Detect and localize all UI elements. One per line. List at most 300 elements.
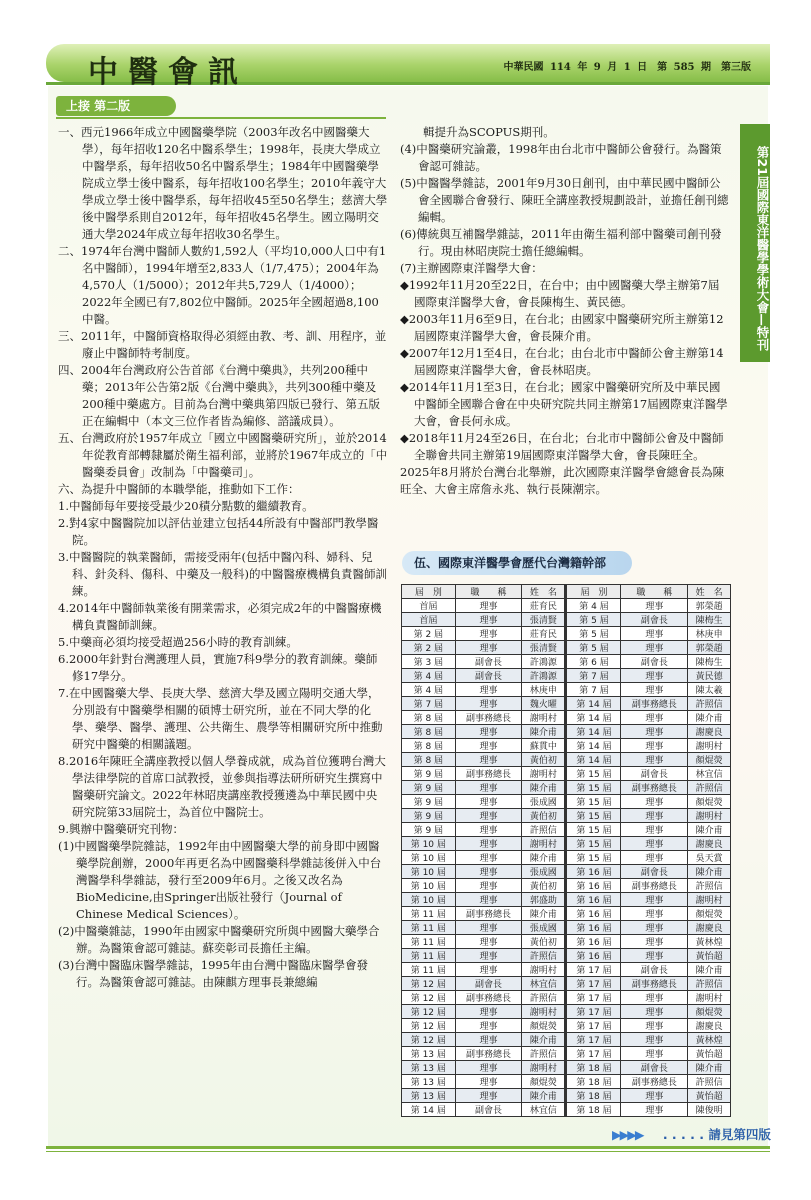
table-row (402, 977, 731, 991)
table-row (402, 837, 731, 851)
table-cell: 陳介甫 (688, 823, 731, 837)
paragraph: 7.在中國醫藥大學、長庚大學、慈濟大學及國立陽明交通大學，分別設有中醫藥學相關的碩博士研究所，並在不同大學的化學、藥學、醫學、護理、公共衛生、農學等相關研究所中推動研究中醫藥的相關議題。 (58, 686, 383, 751)
table-cell: 副會長 (455, 1103, 522, 1117)
paragraph: ◆2007年12月1至4日，在台北；由台北市中醫師公會主辦第14屆國際東洋醫學大會，會長林昭庚。 (400, 346, 724, 377)
table-cell: 第 10 屆 (402, 851, 456, 865)
table-cell: 謝慶良 (688, 1019, 731, 1033)
table-cell: 副會長 (621, 613, 688, 627)
table-cell: 理事 (621, 795, 688, 809)
left-column (58, 124, 388, 991)
table-cell: 許照信 (522, 949, 566, 963)
table-cell: 顏焜熒 (688, 907, 731, 921)
table-cell: 理事 (455, 935, 522, 949)
table-cell: 理事 (621, 711, 688, 725)
table-row (402, 1033, 731, 1047)
table-cell: 副事務總長 (621, 977, 688, 991)
table-cell: 許照信 (522, 991, 566, 1005)
table-cell: 理事 (455, 613, 522, 627)
table-cell: 副會長 (621, 767, 688, 781)
table-cell: 陳介甫 (522, 1033, 566, 1047)
table-cell: 理事 (621, 921, 688, 935)
table-cell: 陳介甫 (688, 865, 731, 879)
table-cell: 顏焜熒 (688, 1005, 731, 1019)
table-header-cell: 姓 名 (522, 585, 566, 599)
table-row (402, 613, 731, 627)
table-cell: 謝明村 (688, 809, 731, 823)
table-row (402, 921, 731, 935)
table-cell: 黃伯初 (522, 879, 566, 893)
table-cell: 顏焜熒 (688, 753, 731, 767)
table-cell: 謝慶良 (688, 921, 731, 935)
table-cell: 第 17 屆 (566, 963, 621, 977)
table-cell: 謝明村 (522, 711, 566, 725)
table-cell: 莊育民 (522, 627, 566, 641)
table-cell: 理事 (621, 1005, 688, 1019)
paragraph: 2025年8月將於台灣台北舉辦，此次國際東洋醫學會總會長為陳旺全、大會主席詹永兆、執行長陳潮宗。 (400, 465, 725, 496)
table-row (402, 1089, 731, 1103)
continued-from-rule (56, 117, 386, 119)
table-cell: 陳梅生 (688, 613, 731, 627)
table-cell: 第 17 屆 (566, 1047, 621, 1061)
table-cell: 理事 (621, 949, 688, 963)
table-cell: 謝明村 (688, 739, 731, 753)
table-cell: 魏火曜 (522, 697, 566, 711)
paragraph: 六、為提升中醫師的本職學能，推動如下工作： (58, 482, 300, 496)
table-cell: 理事 (621, 809, 688, 823)
table-cell: 理事 (455, 851, 522, 865)
table-cell: 理事 (621, 1089, 688, 1103)
table-cell: 第 7 屆 (402, 697, 456, 711)
table-row (402, 949, 731, 963)
table-cell: 理事 (621, 683, 688, 697)
table-cell: 第 5 屆 (566, 641, 621, 655)
table-cell: 陳太羲 (688, 683, 731, 697)
paragraph: (4)中醫藥研究論叢，1998年由台北市中醫師公會發行。為醫策會認可雜誌。 (400, 142, 722, 173)
table-cell: 謝慶良 (688, 725, 731, 739)
paragraph: (5)中醫醫學雜誌，2001年9月30日創刊，由中華民國中醫師公會全國聯合會發行、陳旺全講座教授規劃設計，並擔任創刊總編輯。 (400, 176, 729, 224)
table-cell: 理事 (455, 599, 522, 613)
table-cell: 理事 (455, 1061, 522, 1075)
table-cell: 許照信 (688, 697, 731, 711)
table-cell: 首屆 (402, 613, 456, 627)
table-row (402, 739, 731, 753)
paragraph: 一、西元1966年成立中國醫藥學院（2003年改名中國醫藥大學），每年招收120名中醫系學生；1998年，長庚大學成立中醫學系，每年招收50名中醫系學生；1984年中國醫藥學院成立學士後中醫系，每年招收100名學生；2010年義守大學成立學士後中醫學系，每年招收45至50名學生；慈濟大學後中醫學系則自2012年，每年招收45名學生。國立陽明交通大學2024年成立每年招收30名學生。 (58, 125, 388, 241)
table-header-row (402, 585, 731, 599)
table-cell: 謝明村 (522, 963, 566, 977)
paragraph: (2)中醫藥雜誌，1990年由國家中醫藥研究所與中國醫大藥學合辦。為醫策會認可雜誌。蘇奕彰司長擔任主編。 (58, 924, 380, 955)
table-cell: 謝明村 (522, 837, 566, 851)
table-header-cell: 職 稱 (621, 585, 688, 599)
table-cell: 理事 (455, 1005, 522, 1019)
table-cell: 黃怡超 (688, 949, 731, 963)
table-cell: 副會長 (455, 669, 522, 683)
table-cell: 陳俊明 (688, 1103, 731, 1117)
table-cell: 陳介甫 (522, 781, 566, 795)
table-cell: 理事 (455, 641, 522, 655)
table-cell: 理事 (455, 865, 522, 879)
table-row (402, 767, 731, 781)
table-cell: 理事 (621, 753, 688, 767)
table-cell: 副會長 (621, 865, 688, 879)
table-cell: 第 2 屆 (402, 627, 456, 641)
table-cell: 陳介甫 (522, 907, 566, 921)
table-cell: 第 12 屆 (402, 1019, 456, 1033)
continued-to-label: 請見第四版 (708, 1127, 771, 1142)
table-cell: 第 17 屆 (566, 1005, 621, 1019)
table-cell: 理事 (455, 1075, 522, 1089)
table-row (402, 809, 731, 823)
table-header-cell: 職 稱 (455, 585, 522, 599)
table-cell: 理事 (455, 879, 522, 893)
table-cell: 第 16 屆 (566, 907, 621, 921)
table-row (402, 1075, 731, 1089)
paragraph: 四、2004年台灣政府公告首部《台灣中藥典》，共列200種中藥；2013年公告第2版《台灣中藥典》，共列300種中藥及200種中藥處方。目前為台灣中藥典第四版已發行、第五版正在編輯中（本文三位作者皆為編修、諮議成員）。 (58, 363, 380, 428)
table-cell: 理事 (455, 781, 522, 795)
table-cell: 第 2 屆 (402, 641, 456, 655)
table-row (402, 865, 731, 879)
table-cell: 林宜信 (522, 1103, 566, 1117)
table-cell: 理事 (455, 739, 522, 753)
table-cell: 第 8 屆 (402, 711, 456, 725)
table-cell: 許照信 (688, 879, 731, 893)
table-cell: 第 15 屆 (566, 809, 621, 823)
table-cell: 理事 (621, 893, 688, 907)
table-row (402, 963, 731, 977)
table-row (402, 725, 731, 739)
table-cell: 黃怡超 (688, 1089, 731, 1103)
paragraph: 二、1974年台灣中醫師人數約1,592人（平均10,000人口中有1名中醫師），1994年增至2,833人（1/7,475）；2004年為4,570人（1/5000）；2012年共5,729人（1/4000）；2022年全國已有7,802位中醫師。2025年全國超過8,100中醫。 (58, 244, 387, 326)
table-cell: 張清賢 (522, 641, 566, 655)
paragraph: 輯提升為SCOPUS期刊。 (400, 125, 555, 139)
table-cell: 理事 (621, 627, 688, 641)
table-cell: 副事務總長 (621, 1075, 688, 1089)
table-cell: 吳天賞 (688, 851, 731, 865)
table-row (402, 935, 731, 949)
table-cell: 顏焜熒 (688, 795, 731, 809)
table-cell: 理事 (621, 1033, 688, 1047)
table-cell: 副會長 (621, 1061, 688, 1075)
table-cell: 第 12 屆 (402, 977, 456, 991)
table-cell: 理事 (621, 1019, 688, 1033)
table-cell: 謝明村 (522, 1005, 566, 1019)
table-cell: 張成國 (522, 865, 566, 879)
table-cell: 副事務總長 (455, 1047, 522, 1061)
table-row (402, 893, 731, 907)
table-cell: 第 7 屆 (566, 683, 621, 697)
table-row (402, 599, 731, 613)
table-cell: 陳介甫 (688, 711, 731, 725)
table-cell: 第 11 屆 (402, 949, 456, 963)
table-cell: 許照信 (688, 781, 731, 795)
table-cell: 第 4 屆 (402, 669, 456, 683)
paragraph: (3)台灣中醫臨床醫學雜誌，1995年由台灣中醫臨床醫學會發行。為醫策會認可雜誌。由陳麒方理事長兼總編 (58, 958, 369, 989)
table-cell: 理事 (455, 893, 522, 907)
paragraph: 9.興辦中醫藥研究刊物： (58, 822, 184, 836)
table-cell: 第 4 屆 (566, 599, 621, 613)
table-cell: 第 14 屆 (566, 711, 621, 725)
table-cell: 林宜信 (522, 977, 566, 991)
table-row (402, 669, 731, 683)
table-cell: 謝明村 (522, 767, 566, 781)
table-cell: 第 15 屆 (566, 851, 621, 865)
table-row (402, 1103, 731, 1117)
table-cell: 第 17 屆 (566, 991, 621, 1005)
table-row (402, 1061, 731, 1075)
arrow-icons: ▶▶▶▶ (612, 1127, 643, 1142)
table-cell: 第 17 屆 (566, 1033, 621, 1047)
table-cell: 黃伯初 (522, 753, 566, 767)
table-cell: 理事 (621, 991, 688, 1005)
table-cell: 第 18 屆 (566, 1103, 621, 1117)
table-cell: 陳介甫 (688, 963, 731, 977)
table-cell: 副事務總長 (621, 781, 688, 795)
table-row (402, 627, 731, 641)
table-cell: 陳梅生 (688, 655, 731, 669)
special-issue-tab: 第21屆國際東洋醫學學術大會—特刊 (740, 124, 770, 362)
table-row (402, 907, 731, 921)
table-cell: 第 10 屆 (402, 879, 456, 893)
table-cell: 第 11 屆 (402, 963, 456, 977)
table-row (402, 879, 731, 893)
table-cell: 張成國 (522, 795, 566, 809)
table-cell: 理事 (455, 795, 522, 809)
table-cell: 許照信 (688, 1075, 731, 1089)
paragraph: 6.2000年針對台灣護理人員，實施7科9學分的教育訓練。藥師修17學分。 (58, 652, 378, 683)
table-cell: 第 8 屆 (402, 739, 456, 753)
table-cell: 理事 (621, 935, 688, 949)
table-cell: 郭榮趙 (688, 641, 731, 655)
table-row (402, 1019, 731, 1033)
table-cell: 第 4 屆 (402, 683, 456, 697)
table-cell: 理事 (621, 907, 688, 921)
table-cell: 第 16 屆 (566, 879, 621, 893)
continued-to-link[interactable] (612, 1125, 771, 1143)
paragraph: 五、台灣政府於1957年成立「國立中國醫藥研究所」，並於2014年從教育部轉隸屬於衛生福利部，並將於1967年成立的「中醫藥委員會」改制為「中醫藥司」。 (58, 431, 388, 479)
table-cell: 理事 (455, 963, 522, 977)
table-cell: 蘇貫中 (522, 739, 566, 753)
table-cell: 第 11 屆 (402, 921, 456, 935)
issue-info: 中華民國 114 年 9 月 1 日 第 585 期 第三版 (503, 62, 751, 73)
paragraph: (1)中國醫藥學院雜誌，1992年由中國醫藥大學的前身即中國醫藥學院創辦，2000年再更名為中國醫藥科學雜誌後併入中台灣醫學科學雜誌，發行至2009年6月。之後又改名為BioMedicine,由Springer出版社發行（Journal of Chinese Medical Sciences）。 (58, 839, 382, 921)
table-cell: 副事務總長 (621, 697, 688, 711)
table-cell: 第 12 屆 (402, 991, 456, 1005)
table-cell: 許鴻源 (522, 669, 566, 683)
paragraph: 三、2011年，中醫師資格取得必須經由教、考、訓、用程序，並廢止中醫師特考制度。 (58, 329, 387, 360)
table-cell: 第 17 屆 (566, 1019, 621, 1033)
table-cell: 理事 (455, 921, 522, 935)
paragraph: 5.中藥商必須均接受超過256小時的教育訓練。 (58, 635, 298, 649)
footer-rule (46, 1146, 770, 1149)
table-cell: 莊育民 (522, 599, 566, 613)
table-cell: 林庚申 (522, 683, 566, 697)
table-cell: 許鴻源 (522, 655, 566, 669)
table-cell: 理事 (621, 837, 688, 851)
table-cell: 理事 (455, 1033, 522, 1047)
paragraph: (6)傳統與互補醫學雜誌，2011年由衛生福利部中醫藥司創刊發行。現由林昭庚院士擔任總編輯。 (400, 227, 722, 258)
table-cell: 理事 (621, 1103, 688, 1117)
section-heading-text: 伍、國際東洋醫學會歷代台灣籍幹部 (414, 556, 607, 570)
table-cell: 第 14 屆 (566, 697, 621, 711)
paragraph: 2.對4家中醫醫院加以評估並建立包括44所設有中醫部門教學醫院。 (58, 516, 379, 547)
table-cell: 第 3 屆 (402, 655, 456, 669)
table-row (402, 795, 731, 809)
table-cell: 副會長 (455, 977, 522, 991)
table-row (402, 1047, 731, 1061)
table-cell: 理事 (455, 1089, 522, 1103)
table-cell: 第 18 屆 (566, 1089, 621, 1103)
officers-table (401, 584, 731, 1117)
table-cell: 許照信 (522, 823, 566, 837)
continued-dots: . . . . . (662, 1127, 704, 1142)
table-cell: 陳介甫 (688, 1061, 731, 1075)
table-cell: 理事 (621, 851, 688, 865)
table-cell: 理事 (621, 641, 688, 655)
table-cell: 第 16 屆 (566, 893, 621, 907)
table-cell: 第 13 屆 (402, 1061, 456, 1075)
table-cell: 第 13 屆 (402, 1089, 456, 1103)
table-cell: 謝慶良 (688, 837, 731, 851)
table-cell: 理事 (455, 823, 522, 837)
table-cell: 第 5 屆 (566, 627, 621, 641)
paragraph: (7)主辦國際東洋醫學大會： (400, 261, 543, 275)
table-cell: 第 7 屆 (566, 669, 621, 683)
table-cell: 副會長 (621, 655, 688, 669)
table-cell: 第 15 屆 (566, 837, 621, 851)
table-cell: 黃林煌 (688, 1033, 731, 1047)
table-cell: 黃民德 (688, 669, 731, 683)
table-cell: 黃伯初 (522, 935, 566, 949)
table-cell: 郭榮趙 (688, 599, 731, 613)
table-cell: 郭盛助 (522, 893, 566, 907)
table-header-cell: 姓 名 (688, 585, 731, 599)
table-cell: 張清賢 (522, 613, 566, 627)
table-cell: 第 11 屆 (402, 907, 456, 921)
table-cell: 副事務總長 (455, 767, 522, 781)
table-cell: 副事務總長 (455, 907, 522, 921)
table-cell: 理事 (455, 837, 522, 851)
table-cell: 第 15 屆 (566, 767, 621, 781)
table-cell: 第 14 屆 (566, 725, 621, 739)
table-cell: 第 5 屆 (566, 613, 621, 627)
table-cell: 陳介甫 (522, 1089, 566, 1103)
paragraph: ◆2003年11月6至9日，在台北；由國家中醫藥研究所主辦第12屆國際東洋醫學大會，會長陳介甫。 (400, 312, 724, 343)
table-cell: 林庚申 (688, 627, 731, 641)
table-cell: 第 14 屆 (402, 1103, 456, 1117)
table-cell: 副事務總長 (455, 711, 522, 725)
table-cell: 第 18 屆 (566, 1061, 621, 1075)
table-row (402, 753, 731, 767)
table-cell: 第 12 屆 (402, 1033, 456, 1047)
table-cell: 黃林煌 (688, 935, 731, 949)
table-cell: 第 16 屆 (566, 865, 621, 879)
table-cell: 林宜信 (688, 767, 731, 781)
table-cell: 第 13 屆 (402, 1047, 456, 1061)
table-cell: 謝明村 (688, 991, 731, 1005)
table-cell: 第 9 屆 (402, 795, 456, 809)
table-cell: 謝明村 (688, 893, 731, 907)
table-cell: 理事 (455, 1019, 522, 1033)
table-cell: 理事 (455, 697, 522, 711)
table-cell: 第 17 屆 (566, 977, 621, 991)
table-cell: 第 16 屆 (566, 921, 621, 935)
paragraph: 8.2016年陳旺全講座教授以個人學養成就，成為首位獲聘台灣大學法律學院的首席口試教授，並參與指導法研所研究生撰寫中醫藥研究論文。2022年林昭庚講座教授獲遴為中華民國中央研究院第33屆院士，為首位中醫院士。 (58, 754, 386, 819)
table-cell: 理事 (455, 753, 522, 767)
paragraph: 3.中醫醫院的執業醫師，需接受兩年(包括中醫內科、婦科、兒科、針灸科、傷科、中藥及一般科)的中醫醫療機構負責醫師訓練。 (58, 550, 387, 598)
paragraph: ◆2018年11月24至26日，在台北；台北市中醫師公會及中醫師全聯會共同主辦第19屆國際東洋醫學大會，會長陳旺全。 (400, 431, 724, 462)
table-header-cell: 屆 別 (566, 585, 621, 599)
table-cell: 第 14 屆 (566, 753, 621, 767)
table-row (402, 683, 731, 697)
paragraph: 1.中醫師每年要接受最少20積分點數的繼續教育。 (58, 499, 314, 513)
table-cell: 第 9 屆 (402, 781, 456, 795)
table-cell: 理事 (455, 683, 522, 697)
table-cell: 第 9 屆 (402, 823, 456, 837)
table-cell: 顏焜熒 (522, 1019, 566, 1033)
table-row (402, 781, 731, 795)
table-row (402, 991, 731, 1005)
paragraph: 4.2014年中醫師執業後有開業需求，必須完成2年的中醫醫療機構負責醫師訓練。 (58, 601, 382, 632)
table-cell: 第 15 屆 (566, 781, 621, 795)
masthead-title: 中醫會訊 (88, 55, 248, 90)
table-cell: 黃伯初 (522, 809, 566, 823)
table-cell: 第 8 屆 (402, 753, 456, 767)
table-cell: 首屆 (402, 599, 456, 613)
table-cell: 理事 (455, 725, 522, 739)
table-cell: 第 16 屆 (566, 935, 621, 949)
table-cell: 理事 (455, 809, 522, 823)
table-cell: 第 11 屆 (402, 935, 456, 949)
table-cell: 第 18 屆 (566, 1075, 621, 1089)
table-cell: 理事 (455, 949, 522, 963)
table-cell: 第 10 屆 (402, 837, 456, 851)
table-cell: 理事 (455, 627, 522, 641)
table-cell: 謝明村 (522, 1061, 566, 1075)
table-row (402, 655, 731, 669)
table-row (402, 697, 731, 711)
table-cell: 理事 (621, 823, 688, 837)
table-cell: 第 9 屆 (402, 809, 456, 823)
table-cell: 副會長 (621, 963, 688, 977)
continued-from-tag: 上接 第二版 (56, 96, 176, 116)
table-row (402, 823, 731, 837)
table-cell: 陳介甫 (522, 851, 566, 865)
table-cell: 陳介甫 (522, 725, 566, 739)
table-cell: 第 9 屆 (402, 767, 456, 781)
table-cell: 第 16 屆 (566, 949, 621, 963)
table-cell: 張成國 (522, 921, 566, 935)
table-cell: 理事 (621, 599, 688, 613)
table-cell: 許照信 (688, 977, 731, 991)
table-cell: 理事 (621, 725, 688, 739)
table-cell: 副事務總長 (621, 879, 688, 893)
table-row (402, 1005, 731, 1019)
paragraph: ◆1992年11月20至22日，在台中；由中國醫藥大學主辦第7屆國際東洋醫學大會，會長陳梅生、黃民德。 (400, 278, 720, 309)
table-cell: 黃怡超 (688, 1047, 731, 1061)
table-cell: 顏焜熒 (522, 1075, 566, 1089)
table-cell: 第 15 屆 (566, 823, 621, 837)
table-cell: 副會長 (455, 655, 522, 669)
table-row (402, 641, 731, 655)
section-heading (402, 551, 632, 575)
table-cell: 第 13 屆 (402, 1075, 456, 1089)
table-cell: 第 14 屆 (566, 739, 621, 753)
table-cell: 理事 (621, 669, 688, 683)
table-cell: 第 10 屆 (402, 865, 456, 879)
paragraph: ◆2014年11月1至3日，在台北；國家中醫藥研究所及中華民國中醫師全國聯合會在中央研究院共同主辦第17屆國際東洋醫學大會，會長何永成。 (400, 380, 728, 428)
table-cell: 理事 (621, 739, 688, 753)
table-header-cell: 屆 別 (402, 585, 456, 599)
table-cell: 第 8 屆 (402, 725, 456, 739)
